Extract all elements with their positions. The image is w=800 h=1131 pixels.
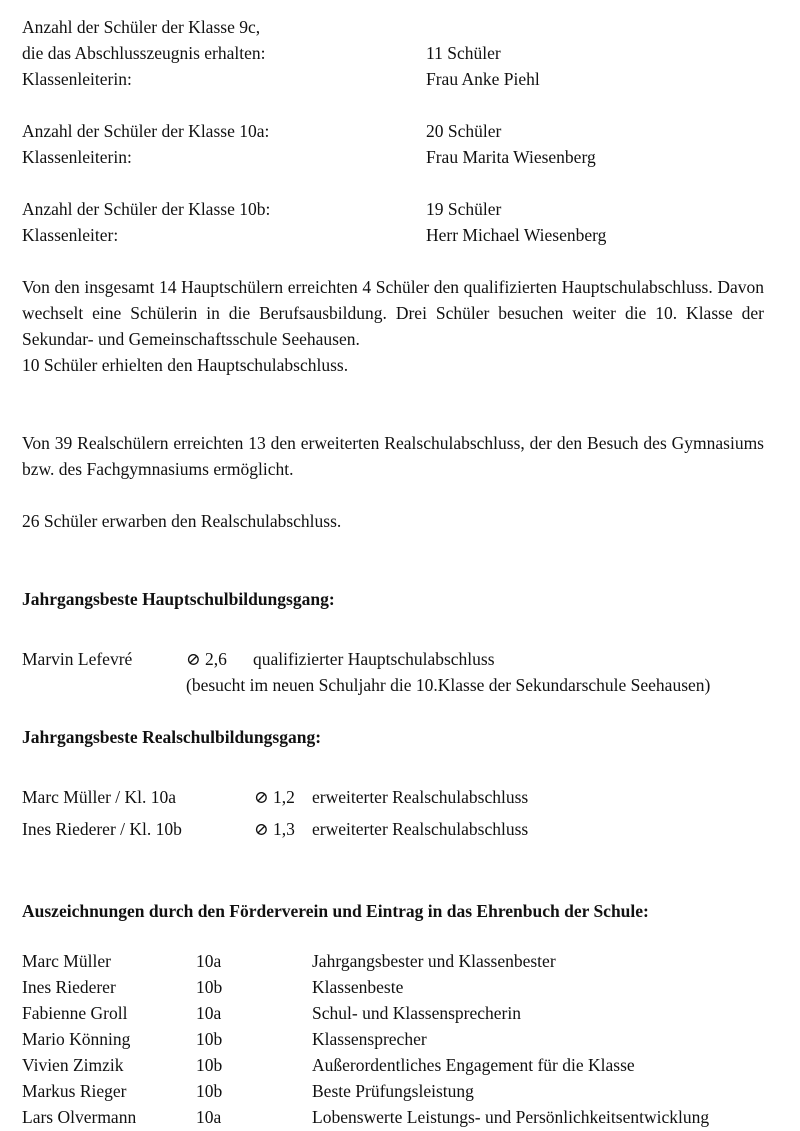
award-class: 10a <box>196 1107 222 1127</box>
class-10b-teacher: Herr Michael Wiesenberg <box>426 225 607 245</box>
hauptschule-paragraph: Von den insgesamt 14 Hauptschülern erreichten 4 Schüler den qualifizierten Hauptschulabschluss. Davon wechselt eine Schülerin in die Berufsausbildung. Drei Schüler besuchen weiter die 10. Klasse der Sekundar- und Gemeinschaftsschule Seehausen. <box>22 277 764 349</box>
hauptschul-best-result: qualifizierter Hauptschulabschluss <box>253 649 495 669</box>
award-class: 10a <box>196 951 222 971</box>
award-name: Fabienne Groll <box>22 1003 128 1023</box>
realschul-best-average: ⊘ 1,3 <box>254 819 295 839</box>
award-reason: Klassenbeste <box>312 977 404 997</box>
award-name: Vivien Zimzik <box>22 1055 124 1075</box>
realschul-best-name: Marc Müller / Kl. 10a <box>22 787 177 807</box>
award-class: 10b <box>196 1081 223 1101</box>
award-name: Markus Rieger <box>22 1081 127 1101</box>
hauptschul-best-heading: Jahrgangsbeste Hauptschulbildungsgang: <box>22 589 335 609</box>
class-10b-teacher-label: Klassenleiter: <box>22 225 119 245</box>
award-reason: Lobenswerte Leistungs- und Persönlichkeitsentwicklung <box>312 1107 710 1127</box>
award-class: 10b <box>196 977 223 997</box>
awards-heading: Auszeichnungen durch den Förderverein und Eintrag in das Ehrenbuch der Schule: <box>22 901 649 921</box>
award-name: Lars Olvermann <box>22 1107 137 1127</box>
class-9c-teacher-label: Klassenleiterin: <box>22 69 132 89</box>
award-class: 10a <box>196 1003 222 1023</box>
hauptschul-best-name: Marvin Lefevré <box>22 649 133 669</box>
class-9c-teacher: Frau Anke Piehl <box>426 69 540 89</box>
class-10a-teacher-label: Klassenleiterin: <box>22 147 132 167</box>
realschul-best-result: erweiterter Realschulabschluss <box>312 787 529 807</box>
award-name: Marc Müller <box>22 951 111 971</box>
class-10b-count: 19 Schüler <box>426 199 502 219</box>
realschul-best-heading: Jahrgangsbeste Realschulbildungsgang: <box>22 727 322 747</box>
award-class: 10b <box>196 1029 223 1049</box>
class-9c-label-line-2: die das Abschlusszeugnis erhalten: <box>22 43 266 63</box>
class-9c-count: 11 Schüler <box>426 43 501 63</box>
award-reason: Klassensprecher <box>312 1029 427 1049</box>
realschul-best-name: Ines Riederer / Kl. 10b <box>22 819 182 839</box>
award-reason: Beste Prüfungsleistung <box>312 1081 474 1101</box>
award-reason: Außerordentliches Engagement für die Klasse <box>312 1055 635 1075</box>
realschule-paragraph: Von 39 Realschülern erreichten 13 den erweiterten Realschulabschluss, der den Besuch des Gymnasiums bzw. des Fachgymnasiums ermöglicht. <box>22 433 764 479</box>
realschule-result: 26 Schüler erwarben den Realschulabschluss. <box>22 511 342 531</box>
realschul-best-average: ⊘ 1,2 <box>254 787 295 807</box>
hauptschul-best-note: (besucht im neuen Schuljahr die 10.Klasse der Sekundarschule Seehausen) <box>186 675 711 695</box>
hauptschul-best-average: ⊘ 2,6 <box>186 649 227 669</box>
award-reason: Schul- und Klassensprecherin <box>312 1003 521 1023</box>
class-10a-count: 20 Schüler <box>426 121 502 141</box>
class-10b-label: Anzahl der Schüler der Klasse 10b: <box>22 199 271 219</box>
hauptschule-result: 10 Schüler erhielten den Hauptschulabschluss. <box>22 355 349 375</box>
award-name: Ines Riederer <box>22 977 116 997</box>
award-name: Mario Könning <box>22 1029 131 1049</box>
award-class: 10b <box>196 1055 223 1075</box>
award-reason: Jahrgangsbester und Klassenbester <box>312 951 556 971</box>
class-10a-teacher: Frau Marita Wiesenberg <box>426 147 596 167</box>
class-9c-label-line-1: Anzahl der Schüler der Klasse 9c, <box>22 17 261 37</box>
class-10a-label: Anzahl der Schüler der Klasse 10a: <box>22 121 270 141</box>
realschul-best-result: erweiterter Realschulabschluss <box>312 819 529 839</box>
